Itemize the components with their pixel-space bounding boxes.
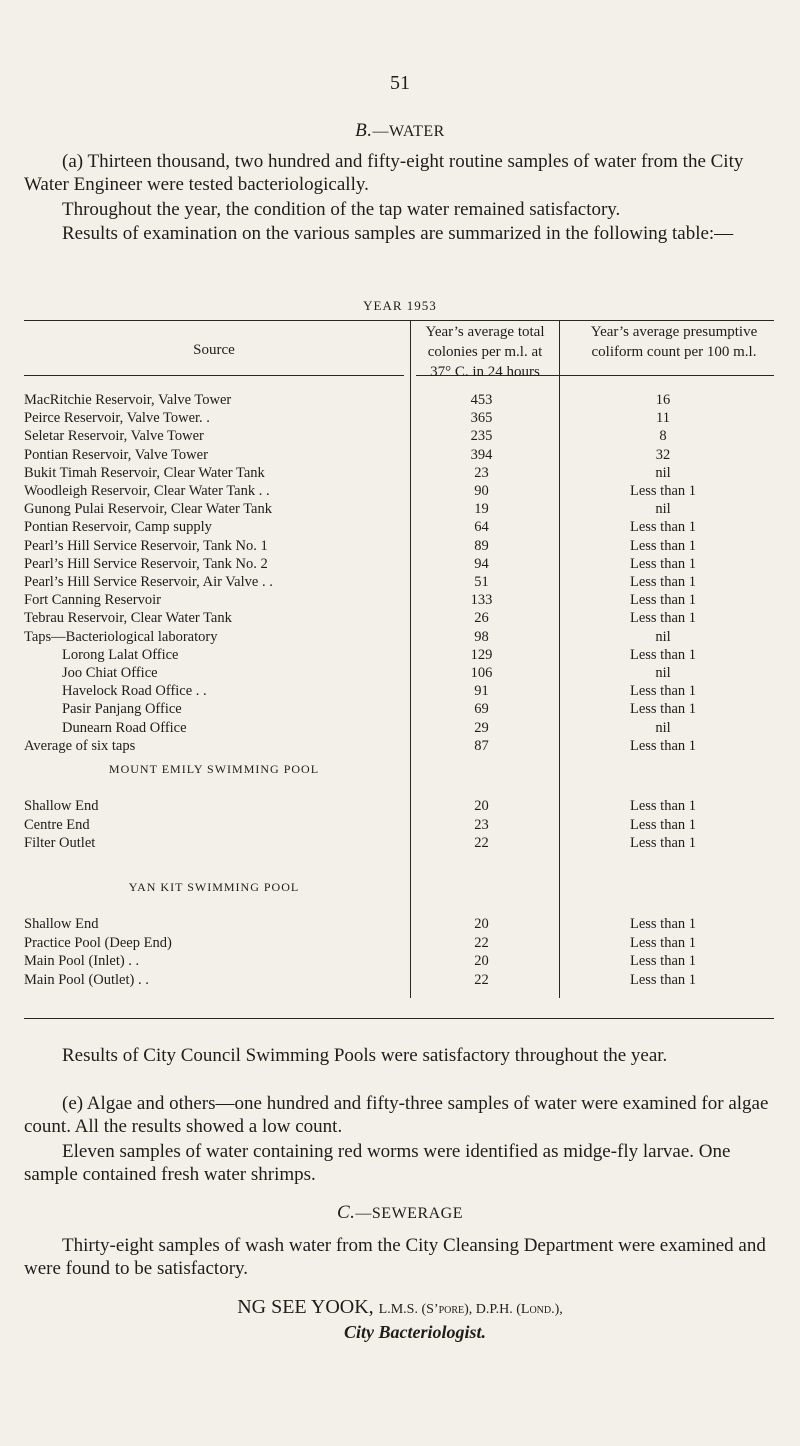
table-row: [24, 572, 774, 592]
row-source: Bukit Timah Reservoir, Clear Water Tank: [24, 464, 265, 481]
table-row: [24, 914, 774, 934]
row-coliform-count: Less than 1: [629, 646, 697, 663]
row-source: Joo Chiat Office: [62, 665, 158, 681]
row-total-colonies: 106: [470, 665, 493, 681]
section-c-title: —SEWERAGE: [355, 1205, 464, 1222]
table-row: [24, 796, 774, 816]
table-row: [24, 481, 774, 501]
table-row: [24, 627, 774, 647]
row-source: Woodleigh Reservoir, Clear Water Tank . .: [24, 483, 270, 499]
row-total-colonies: 22: [474, 934, 489, 951]
table-row: [24, 933, 774, 953]
row-total-colonies: 20: [474, 916, 489, 932]
section-c-letter: C.: [336, 1202, 356, 1223]
paragraph-e2: Eleven samples of water containing red worms were identified as midge-fly larvae. One sample contained fresh water shrimps.: [24, 1141, 731, 1185]
row-total-colonies: 365: [470, 410, 493, 427]
row-source: Shallow End: [24, 798, 99, 814]
row-total-colonies: 394: [470, 446, 493, 463]
table-row: [24, 608, 774, 628]
row-source: Pearl’s Hill Service Reservoir, Air Valve . .: [24, 574, 273, 590]
paragraph-c: Thirty-eight samples of wash water from the City Cleansing Department were examined and were found to be satisfactory.: [24, 1235, 766, 1279]
row-total-colonies: 23: [474, 816, 489, 833]
row-coliform-count: nil: [655, 665, 671, 681]
section-b-heading: [0, 120, 800, 142]
table-row: [24, 681, 774, 701]
row-coliform-count: Less than 1: [629, 835, 697, 851]
section-b-letter: B.: [355, 120, 373, 141]
row-coliform-count: Less than 1: [629, 483, 697, 499]
row-source: Tebrau Reservoir, Clear Water Tank: [24, 610, 232, 627]
row-coliform-count: Less than 1: [629, 610, 697, 627]
row-source: Seletar Reservoir, Valve Tower: [24, 428, 204, 445]
row-source: Lorong Lalat Office: [62, 646, 179, 663]
row-total-colonies: 51: [474, 574, 489, 590]
row-coliform-count: Less than 1: [629, 953, 697, 969]
table-header-rule-left: [24, 375, 404, 376]
row-total-colonies: 98: [474, 628, 489, 645]
row-coliform-count: Less than 1: [629, 798, 697, 814]
row-total-colonies: 22: [474, 835, 489, 851]
table-top-rule: [24, 320, 774, 321]
row-source: Taps—Bacteriological laboratory: [24, 628, 218, 645]
row-source: Peirce Reservoir, Valve Tower. .: [24, 410, 210, 427]
header-total-colonies: Year’s average total colonies per m.l. at 37° C. in 24 hours: [425, 324, 545, 380]
row-total-colonies: 91: [474, 683, 489, 700]
row-source: Practice Pool (Deep End): [24, 934, 172, 951]
paragraph-a-line2: Throughout the year, the condition of the tap water remained satisfactory.: [62, 199, 621, 220]
signature-line: [0, 1296, 800, 1319]
header-coliform-count: Year’s average presumptive coliform count per 100 m.l.: [590, 324, 758, 360]
row-source: Filter Outlet: [24, 835, 96, 851]
row-total-colonies: 94: [474, 555, 489, 572]
row-source: Main Pool (Outlet) . .: [24, 971, 149, 988]
table-row: [24, 445, 774, 465]
section-b-title: —WATER: [372, 123, 445, 140]
table-row: [24, 499, 774, 519]
section-c-heading: [0, 1202, 800, 1224]
row-source: MacRitchie Reservoir, Valve Tower: [24, 392, 232, 408]
table-row: [24, 663, 774, 683]
signature-title: City Bacteriologist.: [344, 1322, 486, 1342]
row-total-colonies: 69: [474, 701, 489, 718]
row-source: Pontian Reservoir, Camp supply: [24, 519, 212, 536]
table-row: [24, 815, 774, 835]
row-total-colonies: 20: [474, 953, 489, 969]
row-total-colonies: 89: [474, 537, 489, 554]
row-source: Centre End: [24, 816, 90, 833]
table-row: [24, 463, 774, 483]
table-row: [24, 833, 774, 853]
row-source: Pontian Reservoir, Valve Tower: [24, 446, 208, 463]
table-row: [24, 390, 774, 410]
row-coliform-count: Less than 1: [629, 683, 697, 700]
table-row: [24, 951, 774, 971]
page-number: 51: [390, 72, 410, 94]
table-row: [24, 645, 774, 665]
row-total-colonies: 133: [470, 592, 493, 609]
row-total-colonies: 23: [474, 464, 489, 481]
table-year-label: YEAR 1953: [363, 298, 437, 313]
pool-title-mount-emily: MOUNT EMILY SWIMMING POOL: [108, 762, 320, 776]
row-coliform-count: Less than 1: [629, 519, 697, 536]
row-source: Havelock Road Office . .: [62, 683, 207, 700]
row-total-colonies: 20: [474, 798, 489, 814]
row-source: Pearl’s Hill Service Reservoir, Tank No. 1: [24, 537, 268, 554]
header-source: Source: [193, 342, 235, 358]
row-coliform-count: 11: [656, 410, 670, 427]
row-source: Dunearn Road Office: [62, 719, 187, 736]
paragraph-a-line3: Results of examination on the various samples are summarized in the following table:—: [62, 223, 734, 244]
row-source: Average of six taps: [24, 737, 136, 754]
results-table: [24, 320, 774, 1020]
row-total-colonies: 90: [474, 483, 489, 499]
table-row: [24, 970, 774, 990]
row-source: Pearl’s Hill Service Reservoir, Tank No. 2: [24, 555, 268, 572]
row-coliform-count: Less than 1: [629, 555, 697, 572]
paragraph-pools: Results of City Council Swimming Pools were satisfactory throughout the year.: [62, 1045, 668, 1066]
signature-name: NG SEE YOOK,: [237, 1296, 374, 1318]
row-source: Fort Canning Reservoir: [24, 592, 161, 609]
row-coliform-count: 32: [655, 446, 671, 463]
row-coliform-count: Less than 1: [629, 537, 697, 554]
row-total-colonies: 19: [474, 501, 489, 518]
table-row: [24, 699, 774, 719]
table-row: [24, 408, 774, 428]
row-coliform-count: Less than 1: [629, 737, 697, 754]
row-coliform-count: Less than 1: [629, 592, 697, 609]
table-row: [24, 718, 774, 738]
pool-title-yan-kit: YAN KIT SWIMMING POOL: [128, 880, 300, 894]
row-total-colonies: 22: [474, 971, 489, 988]
row-coliform-count: Less than 1: [629, 816, 697, 833]
row-total-colonies: 64: [474, 519, 489, 536]
row-source: Shallow End: [24, 916, 99, 932]
row-coliform-count: Less than 1: [629, 971, 697, 988]
row-coliform-count: Less than 1: [629, 916, 697, 932]
paragraph-e1: (e) Algae and others—one hundred and fifty-three samples of water were examined for algae count. All the results showed a low count.: [24, 1093, 769, 1137]
row-total-colonies: 129: [470, 646, 493, 663]
row-total-colonies: 26: [474, 610, 489, 627]
signature-qualifications: L.M.S. (S’pore), D.P.H. (Lond.),: [378, 1302, 563, 1317]
row-coliform-count: Less than 1: [629, 574, 697, 590]
table-bottom-rule: [24, 1018, 774, 1019]
row-coliform-count: 16: [655, 392, 671, 408]
row-coliform-count: nil: [655, 628, 671, 645]
row-source: Pasir Panjang Office: [62, 701, 182, 718]
paragraph-a-line1: (a) Thirteen thousand, two hundred and fifty-eight routine samples of water from the City Water Engineer were tested bacteriologically.: [24, 151, 744, 195]
table-row: [24, 517, 774, 537]
row-source: Gunong Pulai Reservoir, Clear Water Tank: [24, 501, 272, 518]
row-coliform-count: nil: [655, 719, 671, 736]
table-row: [24, 536, 774, 556]
table-row: [24, 736, 774, 756]
row-source: Main Pool (Inlet) . .: [24, 953, 140, 969]
table-row: [24, 554, 774, 574]
row-coliform-count: nil: [655, 501, 671, 518]
row-total-colonies: 87: [474, 737, 489, 754]
row-total-colonies: 29: [474, 719, 489, 736]
table-row: [24, 590, 774, 610]
row-coliform-count: 8: [659, 428, 667, 445]
row-coliform-count: Less than 1: [629, 701, 697, 718]
row-total-colonies: 235: [470, 428, 493, 445]
row-coliform-count: nil: [655, 464, 671, 481]
row-coliform-count: Less than 1: [629, 934, 697, 951]
row-total-colonies: 453: [470, 392, 493, 408]
table-row: [24, 426, 774, 446]
